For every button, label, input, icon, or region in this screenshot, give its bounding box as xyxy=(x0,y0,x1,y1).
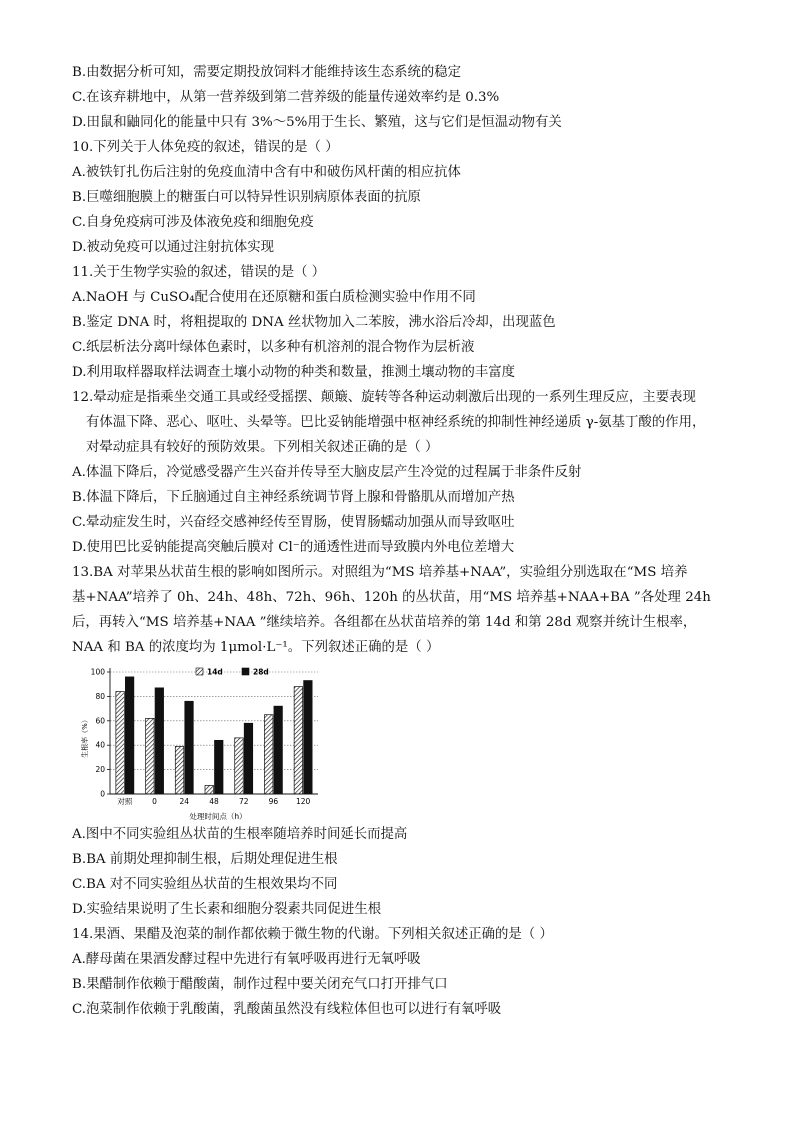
legend-label-14d: 14d xyxy=(207,667,223,677)
q12-option-d: D.使用巴比妥钠能提高突触后膜对 Cl⁻的通透性进而导致膜内外电位差增大 xyxy=(72,540,515,555)
q11-stem: 11.关于生物学实验的叙述，错误的是（ ） xyxy=(72,265,326,280)
q13-stem-line2: 基+NAA”培养了 0h、24h、48h、72h、96h、120h 的丛状苗，用“MS 培养基+NAA+BA ”各处理 24h xyxy=(72,590,711,605)
q12-option-c: C.晕动症发生时，兴奋经交感神经传至胃肠，使胃肠蠕动加强从而导致呕吐 xyxy=(72,515,515,530)
bar-28d-对照 xyxy=(125,677,134,794)
y-tick-label: 100 xyxy=(90,667,105,677)
bar-14d-72 xyxy=(235,738,244,794)
exam-page xyxy=(72,60,732,1022)
legend-swatch-14d xyxy=(196,668,203,675)
q12-stem-line2: 有体温下降、恶心、呕吐、头晕等。巴比妥钠能增强中枢神经系统的抑制性神经递质 γ-氨基丁酸的作用， xyxy=(86,415,706,430)
x-tick-label: 24 xyxy=(179,797,190,806)
y-tick-label: 20 xyxy=(95,765,105,775)
q9-option-c: C.在该弃耕地中，从第一营养级到第二营养级的能量传递效率约是 0.3% xyxy=(72,90,500,105)
q10-option-a: A.被铁钉扎伤后注射的免疫血清中含有中和破伤风杆菌的相应抗体 xyxy=(72,165,461,180)
q13-stem-line4: NAA 和 BA 的浓度均为 1μmol·L⁻¹。下列叙述正确的是（ ） xyxy=(72,640,440,655)
y-axis-label: 生根率（%） xyxy=(81,716,89,758)
y-tick-label: 60 xyxy=(95,716,105,726)
x-tick-label: 对照 xyxy=(117,797,133,806)
bar-14d-48 xyxy=(205,785,214,794)
legend-swatch-28d xyxy=(242,668,249,675)
bar-14d-0 xyxy=(146,718,155,794)
q10-option-b: B.巨噬细胞膜上的糖蛋白可以特异性识别病原体表面的抗原 xyxy=(72,190,421,205)
q13-option-c: C.BA 对不同实验组丛状苗的生根效果均不同 xyxy=(72,877,338,892)
x-axis-label: 处理时间点（h） xyxy=(189,812,247,821)
legend-label-28d: 28d xyxy=(253,667,269,677)
x-tick-label: 72 xyxy=(238,797,249,806)
q14-option-b: B.果醋制作依赖于醋酸菌，制作过程中要关闭充气口打开排气口 xyxy=(72,977,448,992)
y-tick-label: 80 xyxy=(95,691,105,701)
q14-option-c: C.泡菜制作依赖于乳酸菌，乳酸菌虽然没有线粒体但也可以进行有氧呼吸 xyxy=(72,1002,502,1017)
bar-14d-24 xyxy=(175,746,184,794)
q10-stem: 10.下列关于人体免疫的叙述，错误的是（ ） xyxy=(72,140,339,155)
bar-28d-48 xyxy=(215,740,224,794)
q14-stem: 14.果酒、果醋及泡菜的制作都依赖于微生物的代谢。下列相关叙述正确的是（ ） xyxy=(72,927,553,942)
bar-28d-120 xyxy=(304,681,313,794)
q11-option-a: A.NaOH 与 CuSO₄配合使用在还原糖和蛋白质检测实验中作用不同 xyxy=(72,290,476,305)
q14-option-a: A.酵母菌在果酒发酵过程中先进行有氧呼吸再进行无氧呼吸 xyxy=(72,952,421,967)
q13-option-d: D.实验结果说明了生长素和细胞分裂素共同促进生根 xyxy=(72,902,382,917)
bar-14d-对照 xyxy=(116,692,125,794)
q12-option-b: B.体温下降后，下丘脑通过自主神经系统调节肾上腺和骨骼肌从而增加产热 xyxy=(72,490,515,505)
q9-option-d: D.田鼠和鼬同化的能量中只有 3%～5%用于生长、繁殖，这与它们是恒温动物有关 xyxy=(72,115,562,130)
bar-14d-120 xyxy=(294,687,303,794)
q13-option-b: B.BA 前期处理抑制生根，后期处理促进生根 xyxy=(72,852,338,867)
q11-option-c: C.纸层析法分离叶绿体色素时，以多种有机溶剂的混合物作为层析液 xyxy=(72,340,475,355)
q12-option-a: A.体温下降后，冷觉感受器产生兴奋并传导至大脑皮层产生冷觉的过程属于非条件反射 xyxy=(72,465,582,480)
bar-28d-96 xyxy=(274,706,283,794)
q13-stem-line1: 13.BA 对苹果丛状苗生根的影响如图所示。对照组为“MS 培养基+NAA”，实验组分别选取在“MS 培养 xyxy=(72,565,688,580)
q13-stem-line3: 后，再转入“MS 培养基+NAA ”继续培养。各组都在丛状苗培养的第 14d 和第 28d 观察并统计生根率， xyxy=(72,615,697,630)
q9-option-b: B.由数据分析可知，需要定期投放饲料才能维持该生态系统的稳定 xyxy=(72,65,462,80)
x-tick-label: 96 xyxy=(268,797,279,806)
y-tick-label: 40 xyxy=(95,740,105,750)
q13-option-a: A.图中不同实验组丛状苗的生根率随培养时间延长而提高 xyxy=(72,827,408,842)
q12-stem-line1: 12.晕动症是指乘坐交通工具或经受摇摆、颠簸、旋转等各种运动刺激后出现的一系列生理反应，主要表现 xyxy=(72,390,696,405)
bar-28d-0 xyxy=(155,688,164,794)
rooting-rate-chart xyxy=(78,662,338,822)
q10-option-d: D.被动免疫可以通过注射抗体实现 xyxy=(72,240,274,255)
q12-stem-line3: 对晕动症具有较好的预防效果。下列相关叙述正确的是（ ） xyxy=(86,440,439,455)
y-tick-label: 0 xyxy=(100,789,105,799)
q11-option-d: D.利用取样器取样法调查土壤小动物的种类和数量，推测土壤动物的丰富度 xyxy=(72,365,516,380)
x-tick-label: 48 xyxy=(209,797,219,806)
x-tick-label: 120 xyxy=(295,797,311,806)
q11-option-b: B.鉴定 DNA 时，将粗提取的 DNA 丝状物加入二苯胺，沸水浴后冷却，出现蓝色 xyxy=(72,315,556,330)
q10-option-c: C.自身免疫病可涉及体液免疫和细胞免疫 xyxy=(72,215,314,230)
bar-28d-24 xyxy=(185,701,194,794)
bar-14d-96 xyxy=(264,715,273,794)
chart-svg xyxy=(78,662,338,822)
x-tick-label: 0 xyxy=(152,797,157,806)
bar-28d-72 xyxy=(244,723,253,794)
